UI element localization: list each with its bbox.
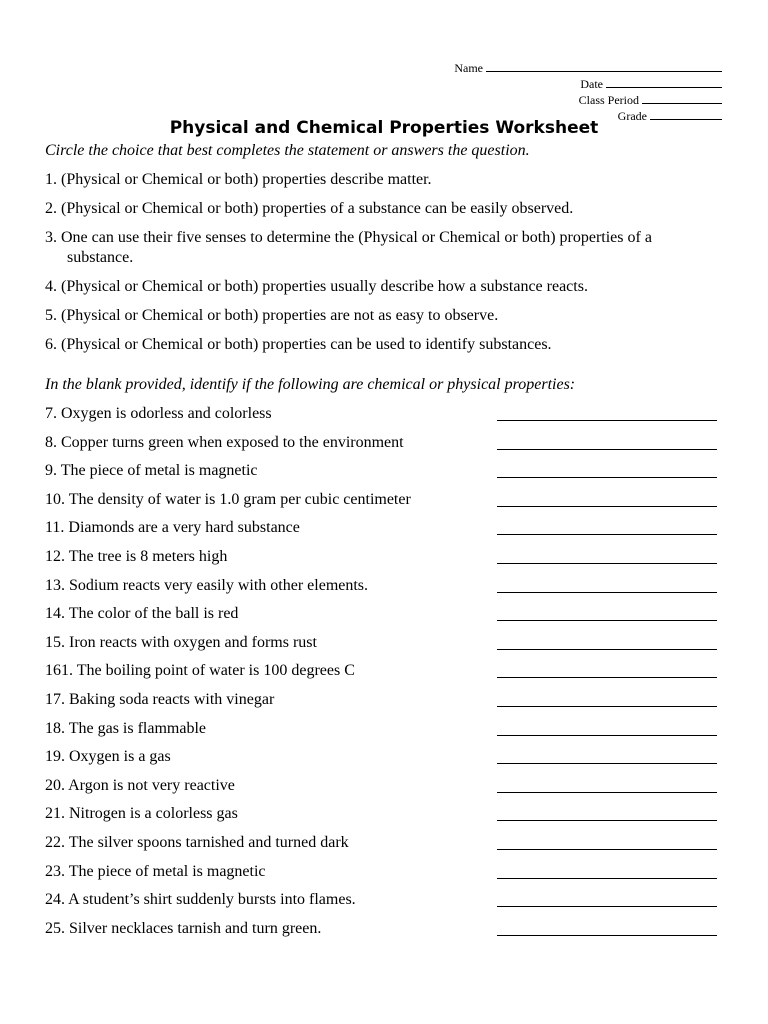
property-statement: 20. Argon is not very reactive: [45, 776, 235, 794]
question-text: 1. (Physical or Chemical or both) properties describe matter.: [45, 171, 432, 188]
answer-blank[interactable]: [497, 534, 717, 535]
name-blank[interactable]: [486, 60, 722, 72]
question-item: [45, 335, 725, 355]
question-item: [45, 228, 725, 268]
date-blank[interactable]: [606, 76, 722, 88]
date-label: Date: [580, 77, 603, 91]
property-statement: 18. The gas is flammable: [45, 719, 206, 737]
property-statement: 7. Oxygen is odorless and colorless: [45, 405, 272, 422]
property-statement: 8. Copper turns green when exposed to the environment: [45, 433, 404, 451]
property-statement: 24. A student’s shirt suddenly bursts into flames.: [45, 891, 356, 909]
property-statement: 13. Sodium reacts very easily with other elements.: [45, 576, 369, 594]
property-statement: 17. Baking soda reacts with vinegar: [45, 690, 275, 708]
answer-blank[interactable]: [497, 677, 717, 678]
question-item: [45, 199, 725, 219]
property-row: [45, 918, 717, 947]
answer-blank[interactable]: [497, 449, 717, 450]
property-row: [45, 832, 717, 861]
answer-blank[interactable]: [497, 735, 717, 736]
property-statement: 9. The piece of metal is magnetic: [45, 462, 258, 480]
question-text: 4. (Physical or Chemical or both) properties usually describe how a substance reacts.: [45, 278, 588, 295]
question-item: [45, 306, 725, 326]
property-statement: 14. The color of the ball is red: [45, 605, 239, 623]
property-statement: 161. The boiling point of water is 100 degrees C: [45, 662, 355, 680]
answer-blank[interactable]: [497, 906, 717, 907]
question-item: [45, 170, 725, 190]
class-period-field[interactable]: [454, 92, 722, 108]
answer-blank[interactable]: [497, 820, 717, 821]
property-statement: 10. The density of water is 1.0 gram per cubic centimeter: [45, 490, 411, 508]
answer-blank[interactable]: [497, 592, 717, 593]
property-statement: 12. The tree is 8 meters high: [45, 547, 228, 565]
property-row: [45, 803, 717, 832]
answer-blank[interactable]: [497, 878, 717, 879]
section2-instructions: In the blank provided, identify if the following are chemical or physical properties:: [45, 376, 576, 393]
property-statement: 22. The silver spoons tarnished and turned dark: [45, 833, 349, 851]
property-row: [45, 861, 717, 890]
property-statement: 21. Nitrogen is a colorless gas: [45, 805, 238, 823]
property-row: [45, 889, 717, 918]
answer-blank[interactable]: [497, 563, 717, 564]
answer-blank[interactable]: [497, 935, 717, 936]
section1-instructions: Circle the choice that best completes the statement or answers the question.: [45, 142, 530, 159]
class-period-label: Class Period: [578, 93, 639, 107]
answer-blank[interactable]: [497, 706, 717, 707]
question-text: 5. (Physical or Chemical or both) properties are not as easy to observe.: [45, 307, 499, 324]
property-row: [45, 689, 717, 718]
answer-blank[interactable]: [497, 477, 717, 478]
property-row: [45, 460, 717, 489]
multiple-choice-list: [45, 170, 725, 364]
name-field[interactable]: [454, 60, 722, 76]
property-row: [45, 660, 717, 689]
property-row: [45, 517, 717, 546]
property-statement: 23. The piece of metal is magnetic: [45, 862, 266, 880]
property-row: [45, 775, 717, 804]
property-statement: 25. Silver necklaces tarnish and turn green.: [45, 919, 322, 937]
student-info-header: [454, 60, 722, 124]
property-row: [45, 575, 717, 604]
question-text-continuation: substance.: [67, 249, 134, 266]
property-statement: 11. Diamonds are a very hard substance: [45, 519, 300, 537]
property-statement: 19. Oxygen is a gas: [45, 748, 171, 766]
property-row: [45, 489, 717, 518]
property-row: [45, 603, 717, 632]
property-row: [45, 718, 717, 747]
name-label: Name: [454, 61, 483, 75]
answer-blank[interactable]: [497, 792, 717, 793]
property-row: [45, 432, 717, 461]
answer-blank[interactable]: [497, 763, 717, 764]
date-field[interactable]: [454, 76, 722, 92]
property-row: [45, 403, 717, 432]
answer-blank[interactable]: [497, 420, 717, 421]
property-row: [45, 546, 717, 575]
question-text: 3. One can use their five senses to determine the (Physical or Chemical or both) properties of a: [45, 229, 652, 246]
answer-blank[interactable]: [497, 649, 717, 650]
fill-in-blank-list: [45, 403, 717, 946]
question-item: [45, 277, 725, 297]
question-text: 2. (Physical or Chemical or both) properties of a substance can be easily observed.: [45, 200, 574, 217]
answer-blank[interactable]: [497, 849, 717, 850]
answer-blank[interactable]: [497, 506, 717, 507]
question-text: 6. (Physical or Chemical or both) properties can be used to identify substances.: [45, 336, 552, 353]
property-row: [45, 746, 717, 775]
property-row: [45, 632, 717, 661]
answer-blank[interactable]: [497, 620, 717, 621]
worksheet-title: Physical and Chemical Properties Worksheet: [169, 118, 599, 138]
property-statement: 15. Iron reacts with oxygen and forms rust: [45, 633, 317, 651]
grade-label: Grade: [617, 109, 647, 123]
class-period-blank[interactable]: [642, 92, 722, 104]
